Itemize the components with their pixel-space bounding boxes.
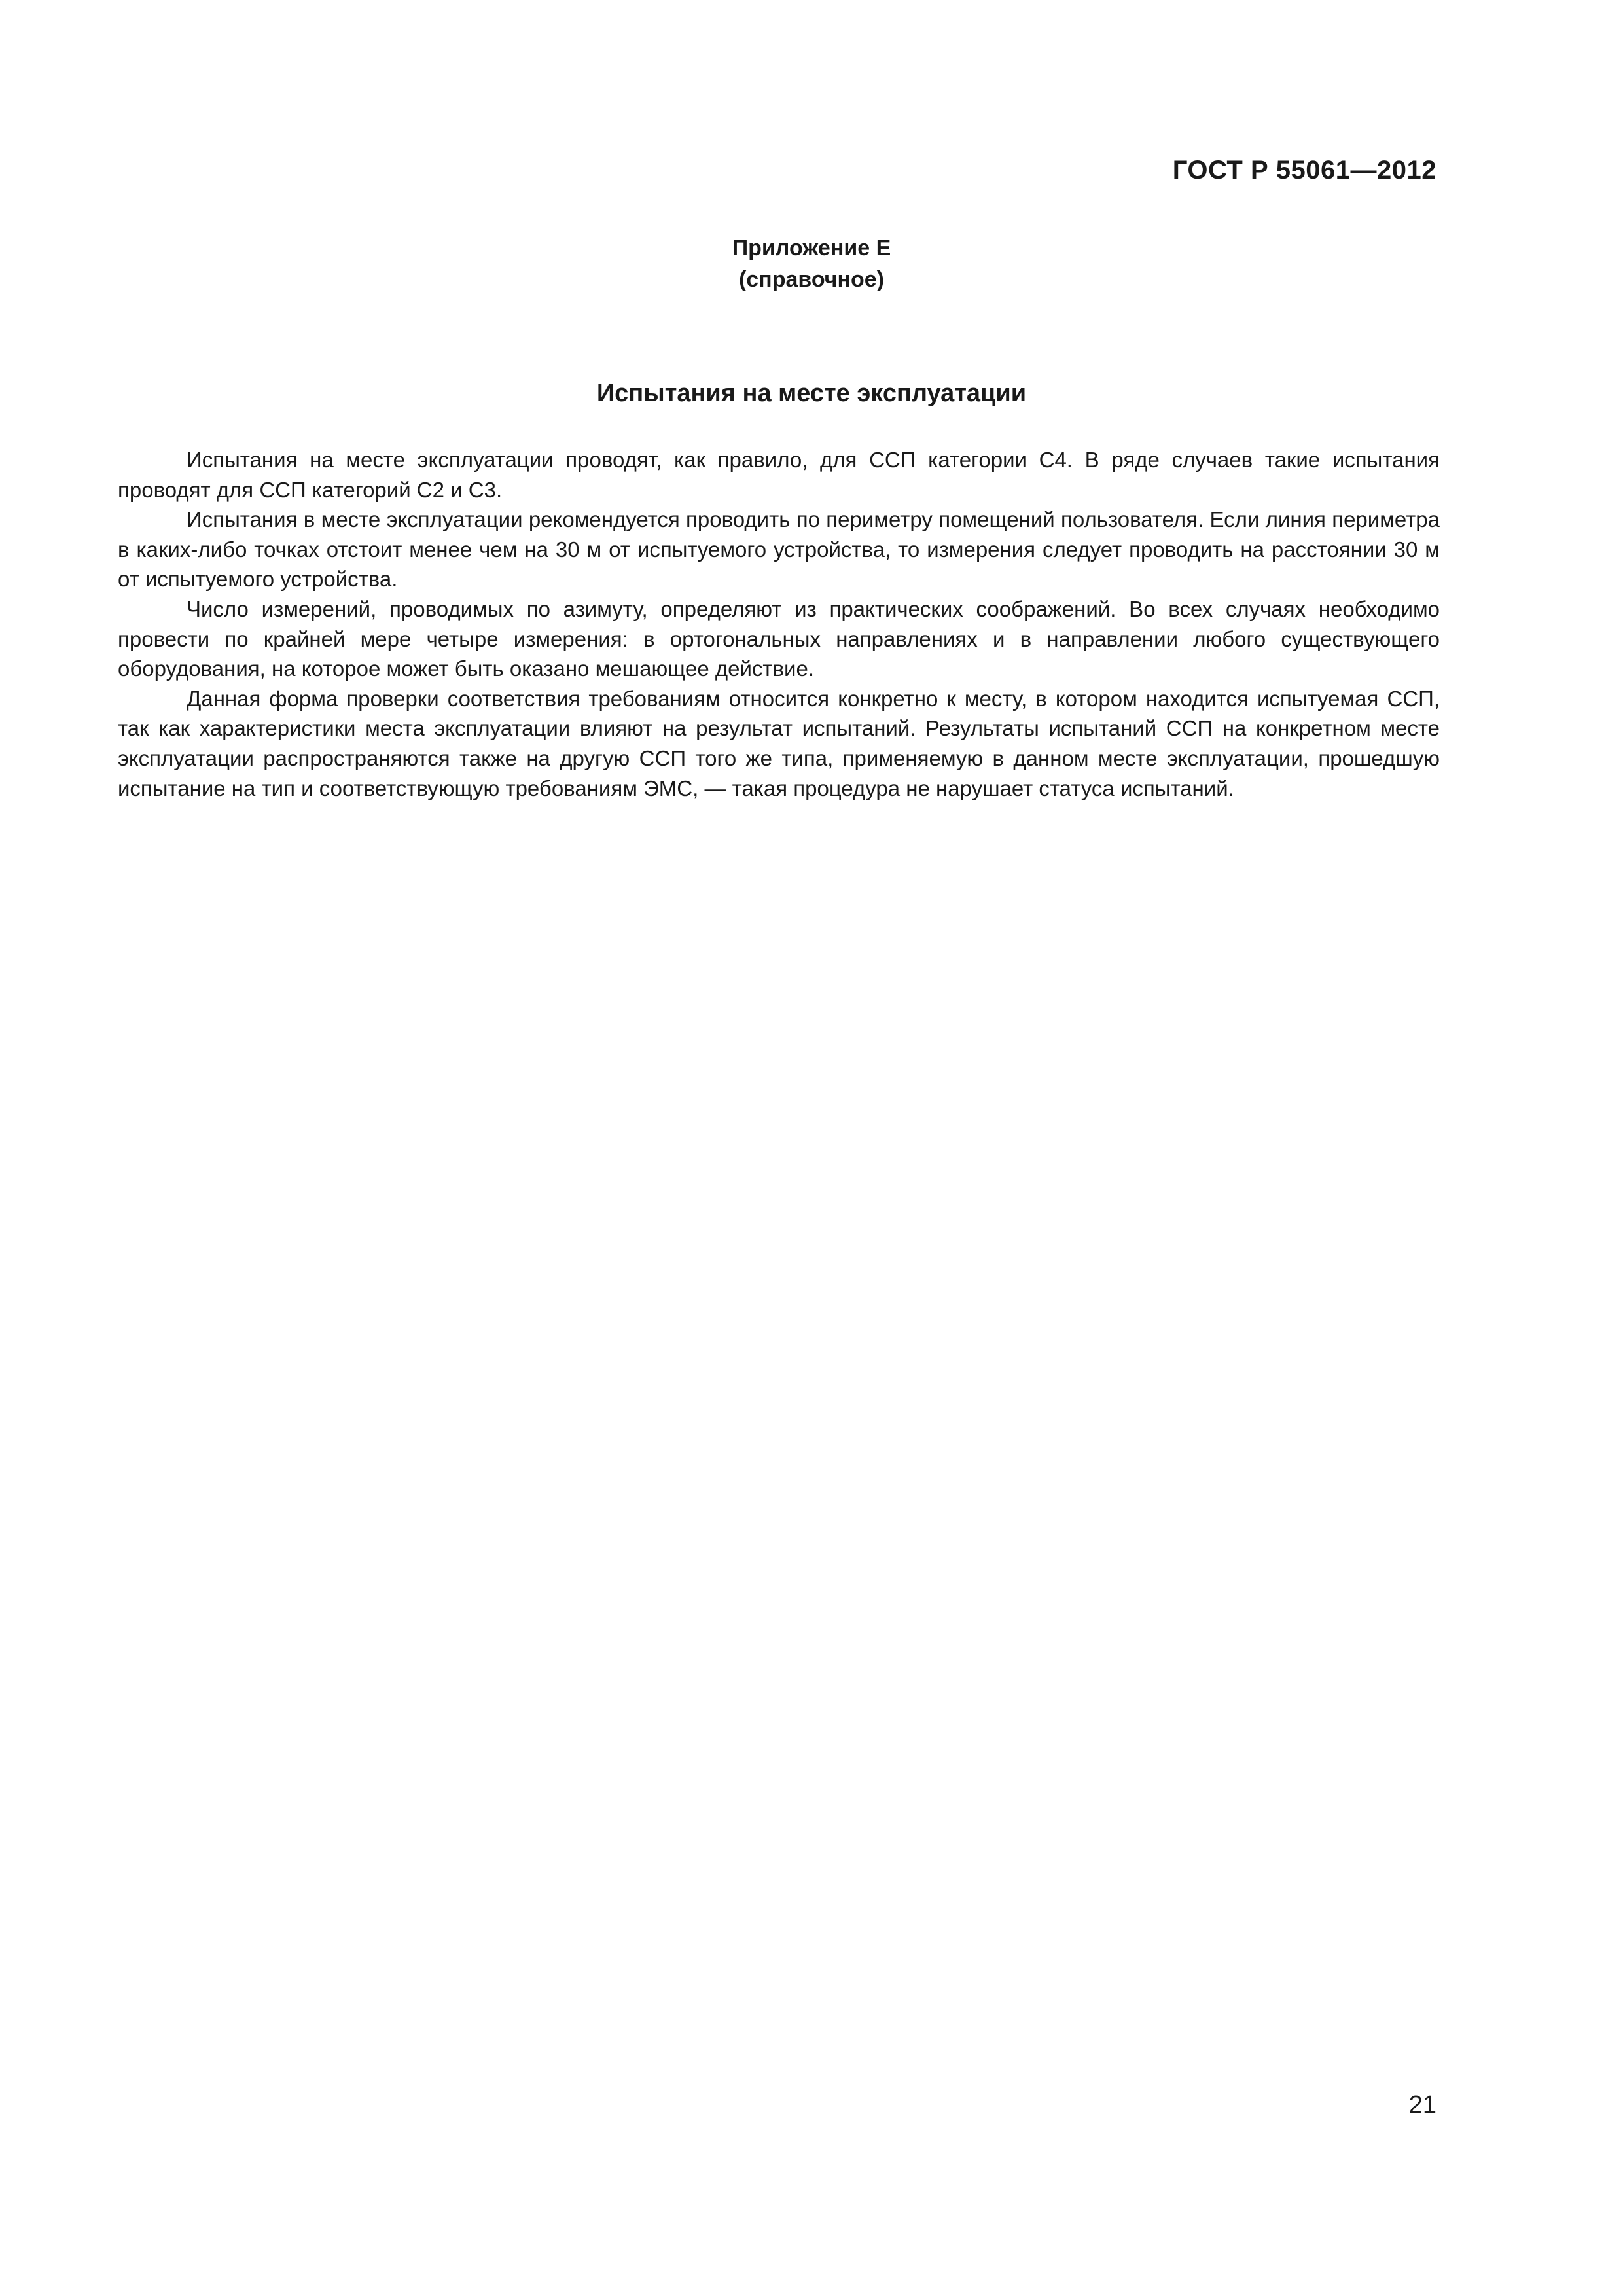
document-code: ГОСТ Р 55061—2012 [1172,156,1436,185]
body-text [118,445,1440,803]
section-title: Испытания на месте эксплуатации [596,380,1027,407]
paragraph-4: Данная форма проверки соответствия требованиям относится конкретно к месту, в котором находится испытуемая ССП, так как характеристики места эксплуатации влияют на результат испытаний. Результаты испытаний ССП на конкретном месте эксплуатации распространяются также на другую ССП того же типа, применяемую в данном месте эксплуатации, прошедшую испытание на тип и соответствующую требованиям ЭМС, — такая процедура не нарушает статуса испытаний. [118,686,1440,800]
page-number: 21 [1408,2091,1436,2119]
appendix-title: Приложение Е [732,236,891,260]
paragraph-3: Число измерений, проводимых по азимуту, определяют из практических соображений. Во всех случаях необходимо провести по крайней мере четыре измерения: в ортогональных направлениях и в направлении любого существующего оборудования, на которое может быть оказано мешающее действие. [118,596,1440,681]
appendix-heading [0,232,1623,295]
paragraph-1: Испытания на месте эксплуатации проводят, как правило, для ССП категории С4. В ряде случаев такие испытания проводят для ССП категорий С2 и С3. [118,448,1440,502]
appendix-type: (справочное) [738,267,885,292]
paragraph-2: Испытания в месте эксплуатации рекомендуется проводить по периметру помещений пользователя. Если линия периметра в каких-либо точках отстоит менее чем на 30 м от испытуемого устройства, то измерения следует проводить на расстоянии 30 м от испытуемого устройства. [118,507,1440,592]
